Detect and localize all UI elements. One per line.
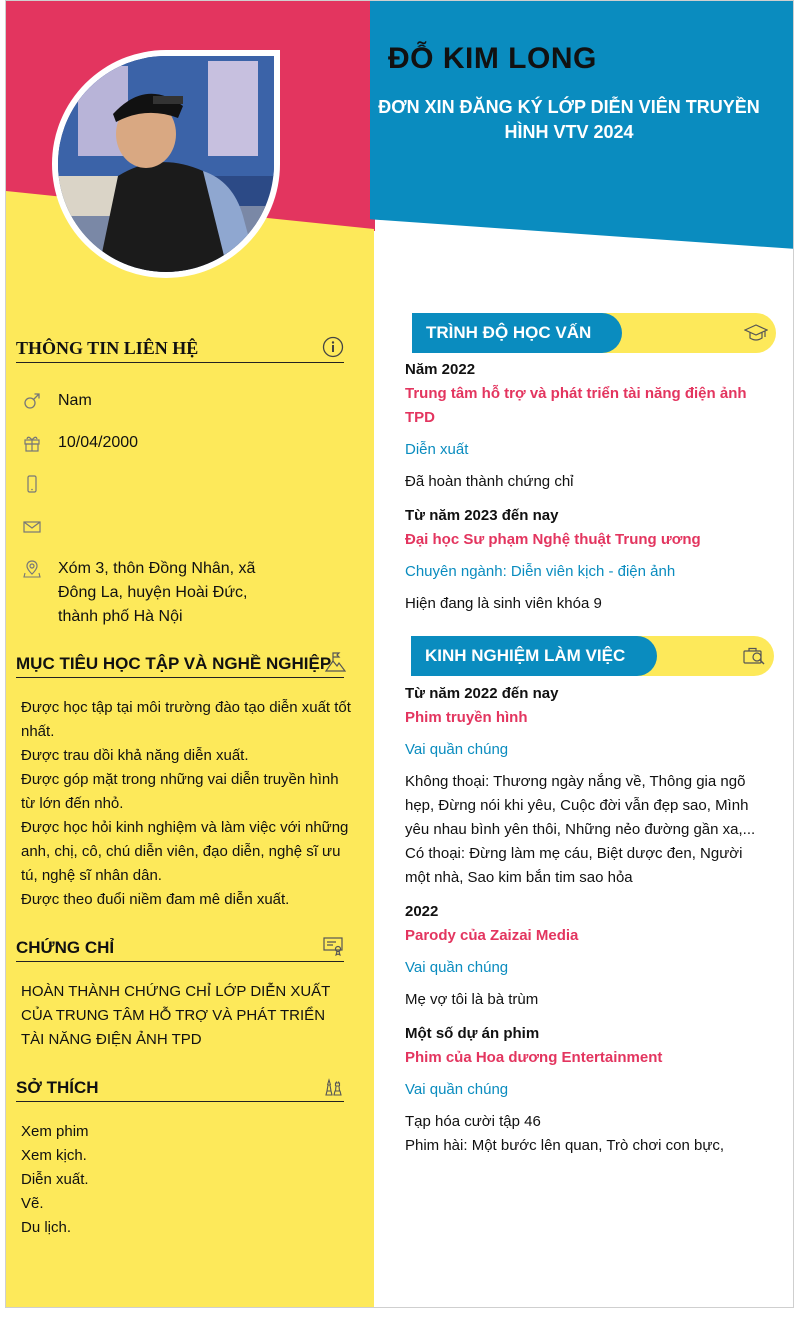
hobby-item: Xem phim: [21, 1123, 89, 1140]
experience-period: Từ năm 2022 đến nay: [405, 685, 559, 702]
gift-icon: [22, 433, 42, 453]
experience-entry: [405, 900, 775, 1012]
info-icon: [322, 336, 344, 358]
male-icon: [22, 391, 42, 411]
education-note: Hiện đang là sinh viên khóa 9: [405, 595, 602, 612]
education-note: Đã hoàn thành chứng chỉ: [405, 473, 574, 490]
profile-photo: [58, 56, 274, 272]
education-school: Trung tâm hỗ trợ và phát triển tài năng điện ảnh TPD: [405, 385, 747, 426]
experience-heading: KINH NGHIỆM LÀM VIỆC: [411, 636, 774, 676]
education-period: Từ năm 2023 đến nay: [405, 507, 559, 524]
experience-company: Phim của Hoa dương Entertainment: [405, 1049, 663, 1066]
objective-heading: MỤC TIÊU HỌC TẬP VÀ NGHỀ NGHIỆP: [16, 654, 344, 678]
education-major: Diễn xuất: [405, 441, 469, 458]
objective-item: Được học tập tại môi trường đào tạo diễn xuất tốt nhất.: [21, 699, 351, 740]
email-row: [22, 515, 342, 537]
experience-role: Vai quần chúng: [405, 1081, 509, 1098]
experience-period: 2022: [405, 903, 439, 920]
experience-desc: Không thoại: Thương ngày nắng về, Thông gia ngõ hẹp, Đừng nói khi yêu, Cuộc đời vẫn đẹp sao, Mình yêu nhau bình yên thôi, Những nẻo đường gần xa,... Có thoại: Đừng làm mẹ cáu, Biệt dược đen, Người một nhà, Sao kim bắn tim sao hỏa: [405, 773, 756, 886]
hobby-item: Vẽ.: [21, 1195, 44, 1212]
certificate-icon: [322, 935, 344, 957]
experience-entry: [405, 1022, 775, 1158]
hobbies-list: [21, 1120, 353, 1248]
graduation-cap-icon: [744, 322, 768, 344]
education-heading: TRÌNH ĐỘ HỌC VẤN: [412, 313, 776, 353]
experience-period: Một số dự án phim: [405, 1025, 540, 1042]
objective-item: Được trau dồi khả năng diễn xuất.: [21, 747, 249, 764]
objective-item: Được góp mặt trong những vai diễn truyền hình từ lớn đến nhỏ.: [21, 771, 339, 812]
application-title: ĐƠN XIN ĐĂNG KÝ LỚP DIỄN VIÊN TRUYỀN HÌNH VTV 2024: [378, 97, 760, 142]
address-row: [22, 557, 342, 629]
hobby-item: Diễn xuất.: [21, 1171, 89, 1188]
objective-list: [21, 696, 353, 912]
contact-heading: THÔNG TIN LIÊN HỆ: [16, 338, 344, 363]
location-icon: [22, 559, 42, 579]
mail-icon: [22, 517, 42, 537]
hobby-item: Du lịch.: [21, 1219, 72, 1236]
experience-desc: Mẹ vợ tôi là bà trùm: [405, 991, 539, 1008]
education-period: Năm 2022: [405, 361, 476, 378]
chess-icon: [322, 1075, 344, 1097]
experience-company: Phim truyền hình: [405, 709, 528, 726]
certificates-heading: CHỨNG CHỈ: [16, 938, 344, 962]
experience-entry: [405, 682, 775, 890]
candidate-name: ĐỖ KIM LONG: [388, 42, 597, 75]
education-major: Chuyên ngành: Diễn viên kịch - điện ảnh: [405, 563, 676, 580]
experience-company: Parody của Zaizai Media: [405, 927, 579, 944]
hobbies-heading: SỞ THÍCH: [16, 1078, 344, 1102]
flag-mountain-icon: [324, 651, 346, 673]
birthday-value: 10/04/2000: [58, 434, 139, 451]
objective-item: Được theo đuổi niềm đam mê diễn xuất.: [21, 891, 290, 908]
objective-item: Được học hỏi kinh nghiệm và làm việc với những anh, chị, cô, chú diễn viên, đạo diễn, nghệ sĩ ưu tú, nghệ sĩ nhân dân.: [21, 819, 349, 884]
education-entry: [405, 504, 775, 616]
certificate-text: HOÀN THÀNH CHỨNG CHỈ LỚP DIỄN XUẤT CỦA TRUNG TÂM HỖ TRỢ VÀ PHÁT TRIỂN TÀI NĂNG ĐIỆN ẢNH TPD: [21, 983, 331, 1048]
briefcase-search-icon: [742, 645, 766, 667]
address-value: Xóm 3, thôn Đồng Nhân, xã Đông La, huyện Hoài Đức, thành phố Hà Nội: [58, 560, 256, 625]
experience-role: Vai quần chúng: [405, 959, 509, 976]
experience-role: Vai quần chúng: [405, 741, 509, 758]
education-school: Đại học Sư phạm Nghệ thuật Trung ương: [405, 531, 701, 548]
gender-value: Nam: [58, 392, 92, 409]
education-entry: [405, 358, 775, 494]
phone-icon: [22, 474, 42, 494]
experience-desc: Tạp hóa cười tập 46 Phim hài: Một bước lên quan, Trò chơi con bực,: [405, 1113, 725, 1154]
hobby-item: Xem kịch.: [21, 1147, 87, 1164]
